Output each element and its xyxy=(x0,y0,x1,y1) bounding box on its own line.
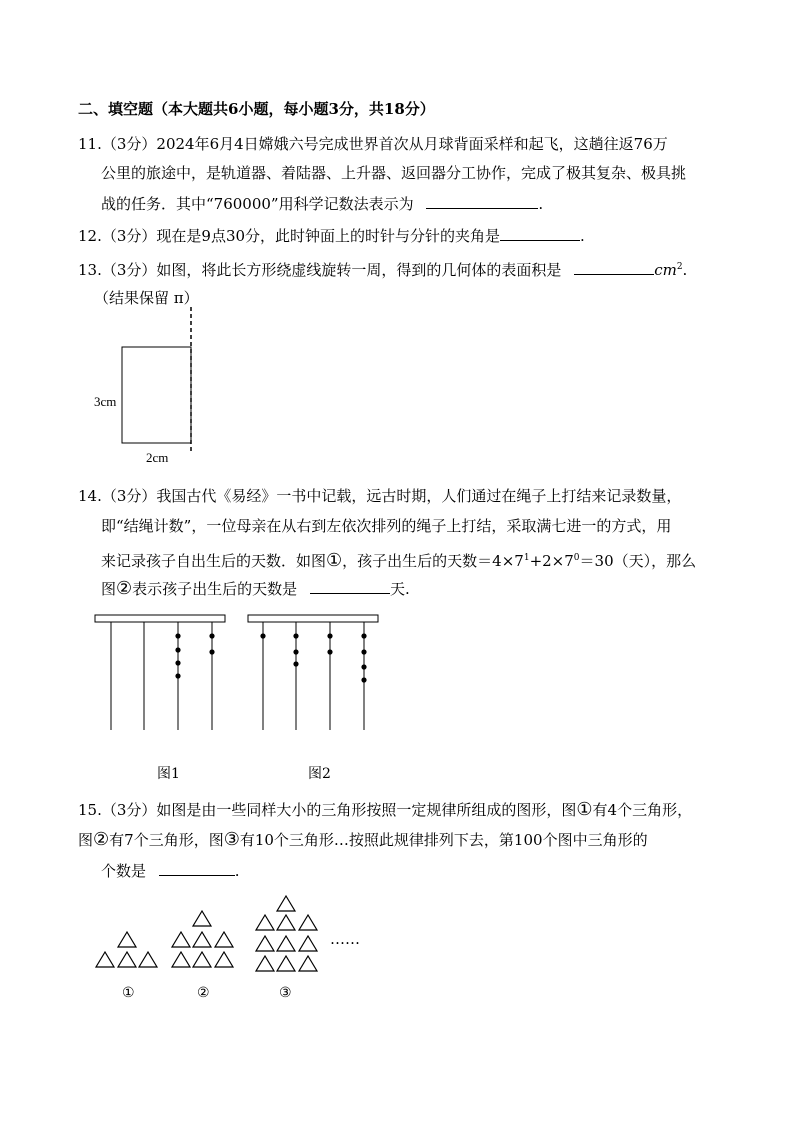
q11-end: . xyxy=(538,195,544,213)
q15-end: . xyxy=(234,862,240,880)
triangle xyxy=(118,932,136,947)
q14-figure-1-label: 图1 xyxy=(157,766,180,782)
q13-width-label: 2cm xyxy=(146,450,169,465)
triangle xyxy=(215,952,233,967)
triangle xyxy=(277,936,295,951)
q14-answer-blank[interactable] xyxy=(310,578,390,594)
knot xyxy=(260,633,265,638)
knot xyxy=(175,647,180,652)
q14-figure-2-label: 图2 xyxy=(308,766,331,782)
q14-figure-2-knot-ropes xyxy=(246,612,386,752)
q15-line3-text: 个数是 xyxy=(101,862,147,880)
knot xyxy=(209,649,214,654)
q15-line2 xyxy=(78,829,648,851)
q12-answer-blank[interactable] xyxy=(500,225,580,241)
section-heading: 二、填空题（本大题共6小题，每小题3分，共18分） xyxy=(78,100,435,118)
q15-figure-label-3: ③ xyxy=(279,985,292,1001)
q14-line4-part-a: 图 xyxy=(101,580,117,598)
knot xyxy=(327,649,332,654)
q14-line4-end: 天. xyxy=(389,580,410,598)
knot xyxy=(209,633,214,638)
q14-exp-0: 0 xyxy=(573,553,580,563)
question-12 xyxy=(78,225,585,247)
q14-line3 xyxy=(101,547,696,572)
rectangle xyxy=(122,347,191,443)
q15-pattern-3 xyxy=(250,892,325,977)
q15-ellipsis: …… xyxy=(330,930,360,948)
q15-circle-3: ③ xyxy=(223,829,240,850)
q15-figure-label-1: ① xyxy=(122,985,135,1001)
q13-end: . xyxy=(682,261,688,279)
triangle xyxy=(299,936,317,951)
triangle xyxy=(193,952,211,967)
q15-circle-2: ② xyxy=(93,829,110,850)
q15-line2-part-c: 有10个三角形…按照此规律排列下去，第100个图中三角形的 xyxy=(239,831,648,849)
triangle xyxy=(256,956,274,971)
knot xyxy=(293,633,298,638)
rope-bar xyxy=(248,615,378,622)
q13-rectangle-figure xyxy=(90,305,210,455)
q14-line1: 14.（3分）我国古代《易经》一书中记载，远古时期，人们通过在绳子上打结来记录数量， xyxy=(78,487,682,505)
knot xyxy=(361,677,366,682)
knot xyxy=(175,660,180,665)
triangle xyxy=(277,896,295,911)
q15-figure-label-2: ② xyxy=(197,985,210,1001)
q11-text: 战的任务．其中“760000”用科学记数法表示为 xyxy=(101,195,414,213)
triangle xyxy=(96,952,114,967)
q14-line3-part-a: 来记录孩子自出生后的天数．如图 xyxy=(101,552,327,570)
knot xyxy=(175,673,180,678)
q14-figure-1-knot-ropes xyxy=(94,612,229,752)
knot xyxy=(293,649,298,654)
q14-exp-1: 1 xyxy=(523,553,530,563)
q12-end: . xyxy=(580,227,585,245)
knot xyxy=(361,649,366,654)
q13-line1 xyxy=(78,256,687,281)
q15-line1 xyxy=(78,799,692,821)
triangle xyxy=(256,936,274,951)
knot xyxy=(361,633,366,638)
q14-line2: 即“结绳计数”，一位母亲在从右到左依次排列的绳子上打结，采取满七进一的方式，用 xyxy=(101,517,672,535)
triangle xyxy=(118,952,136,967)
q13-height-label: 3cm xyxy=(94,394,117,409)
q13-unit: cm xyxy=(654,261,677,279)
q14-line4 xyxy=(101,578,410,600)
q15-line2-part-b: 有7个三角形，图 xyxy=(109,831,224,849)
triangle xyxy=(193,932,211,947)
q15-line1-part-a: 15.（3分）如图是由一些同样大小的三角形按照一定规律所组成的图形，图 xyxy=(78,801,577,819)
knot xyxy=(327,633,332,638)
q15-line1-part-b: 有4个三角形， xyxy=(592,801,693,819)
triangle xyxy=(193,911,211,926)
q14-circle-1: ① xyxy=(326,550,343,571)
q14-line3-part-c: +2×7 xyxy=(529,552,574,570)
q13-unit-exp: 2 xyxy=(676,262,683,272)
triangle xyxy=(277,956,295,971)
triangle xyxy=(172,932,190,947)
q13-answer-blank[interactable] xyxy=(574,259,654,275)
q14-circle-2: ② xyxy=(116,578,133,599)
knot xyxy=(293,661,298,666)
q13-line2: （结果保留 π） xyxy=(94,289,199,307)
knot xyxy=(175,633,180,638)
q11-line3 xyxy=(101,193,543,215)
q13-text: 13.（3分）如图，将此长方形绕虚线旋转一周，得到的几何体的表面积是 xyxy=(78,261,562,279)
triangle xyxy=(299,956,317,971)
q15-answer-blank[interactable] xyxy=(159,860,235,876)
q15-pattern-1 xyxy=(90,925,160,975)
triangle xyxy=(215,932,233,947)
q15-circle-1: ① xyxy=(576,799,593,820)
rope-bar xyxy=(95,615,225,622)
q12-text: 12.（3分）现在是9点30分，此时钟面上的时针与分针的夹角是 xyxy=(78,227,501,245)
triangle xyxy=(256,915,274,930)
q11-line2: 公里的旅途中，是轨道器、着陆器、上升器、返回器分工协作，完成了极其复杂、极具挑 xyxy=(101,164,687,182)
triangle xyxy=(277,915,295,930)
q14-line3-part-b: ，孩子出生后的天数＝4×7 xyxy=(342,552,524,570)
knot xyxy=(361,664,366,669)
q11-line1: 11.（3分）2024年6月4日嫦娥六号完成世界首次从月球背面采样和起飞，这趟往返76万 xyxy=(78,135,668,153)
q14-line3-part-d: ＝30（天），那么 xyxy=(579,552,697,570)
triangle xyxy=(139,952,157,967)
q15-line3 xyxy=(101,860,240,882)
q14-line4-part-b: 表示孩子出生后的天数是 xyxy=(132,580,298,598)
q15-line2-part-a: 图 xyxy=(78,831,94,849)
triangle xyxy=(299,915,317,930)
q11-answer-blank[interactable] xyxy=(426,193,538,209)
q15-pattern-2 xyxy=(168,905,240,975)
triangle xyxy=(172,952,190,967)
